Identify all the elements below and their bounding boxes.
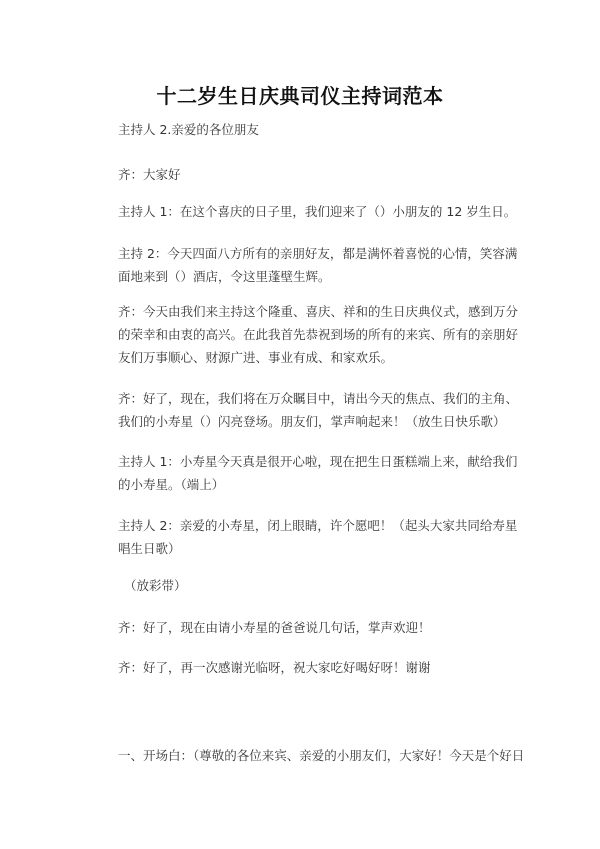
paragraph: 主持人 1：小寿星今天真是很开心啦，现在把生日蛋糕端上来，献给我们的小寿星。（端上） (118, 454, 518, 492)
paragraph: 主持人 2：亲爱的小寿星，闭上眼睛，许个愿吧！（起头大家共同给寿星唱生日歌） (118, 518, 518, 556)
paragraph: 齐：大家好 (118, 167, 181, 182)
paragraph: 主持人 1：在这个喜庆的日子里，我们迎来了（）小朋友的 12 岁生日。 (118, 204, 517, 219)
paragraph: 齐：今天由我们来主持这个隆重、喜庆、祥和的生日庆典仪式，感到万分的荣幸和由衷的高兴。在此我首先恭祝到场的所有的来宾、所有的亲朋好友们万事顺心、财源广进、事业有成、和家欢乐。 (118, 304, 519, 365)
paragraph: 一、开场白：（尊敬的各位来宾、亲爱的小朋友们，大家好！今天是个好日 (118, 748, 525, 763)
paragraph: 主持 2：今天四面八方所有的亲朋好友，都是满怀着喜悦的心情，笑容满面地来到（）酒店，令这里蓬壁生辉。 (118, 246, 518, 284)
document-title: 十二岁生日庆典司仪主持词范本 (156, 84, 444, 108)
paragraph: 齐：好了，现在由请小寿星的爸爸说几句话，掌声欢迎！ (118, 620, 431, 635)
paragraph: 齐：好了，现在，我们将在万众瞩目中，请出今天的焦点、我们的主角、我们的小寿星（）闪亮登场。朋友们，掌声响起来！（放生日快乐歌） (118, 391, 519, 429)
paragraph: （放彩带） (124, 578, 187, 593)
paragraph: 主持人 2.亲爱的各位朋友 (118, 122, 259, 137)
paragraph: 齐：好了，再一次感谢光临呀，祝大家吃好喝好呀！谢谢 (118, 660, 431, 675)
